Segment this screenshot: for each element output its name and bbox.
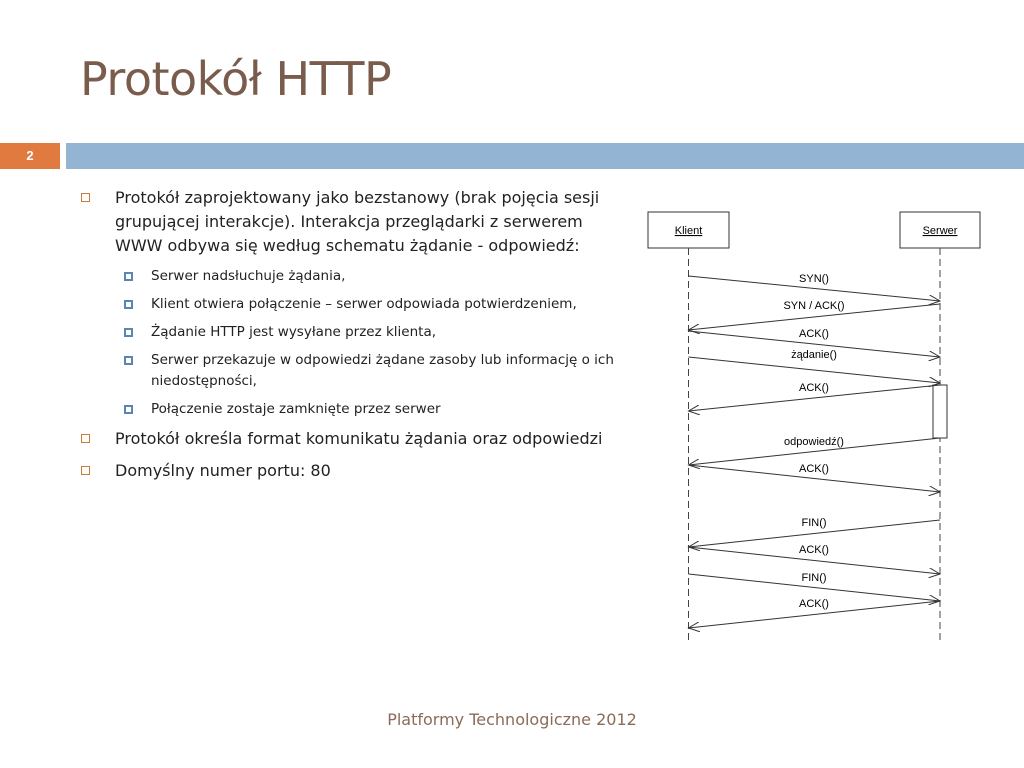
- bullet-text: Domyślny numer portu: 80: [115, 461, 331, 480]
- sub-bullet-text: Klient otwiera połączenie – serwer odpowiada potwierdzeniem,: [151, 296, 577, 312]
- participant-label-server: Serwer: [922, 225, 958, 237]
- message-label: ACK(): [799, 463, 829, 475]
- message-label: ACK(): [799, 382, 829, 394]
- sub-bullet-marker: [124, 300, 133, 309]
- bullet-item: [80, 186, 620, 258]
- sub-bullet-item: [80, 266, 620, 287]
- bullet-marker: [81, 466, 90, 475]
- message-label: ACK(): [799, 328, 829, 340]
- sub-bullet-text: Serwer nadsłuchuje żądania,: [151, 268, 346, 284]
- message-label: żądanie(): [791, 349, 837, 361]
- footer-text: Platformy Technologiczne 2012: [387, 710, 637, 729]
- sequence-diagram: [640, 200, 1000, 650]
- activation-box-server: [933, 385, 947, 438]
- bullet-item: [80, 459, 620, 483]
- sub-bullet-item: [80, 350, 620, 392]
- sub-bullet-item: [80, 399, 620, 420]
- bullet-list: [80, 186, 620, 491]
- message-label: ACK(): [799, 544, 829, 556]
- sub-bullet-text: Serwer przekazuje w odpowiedzi żądane zasoby lub informację o ich niedostępności,: [151, 352, 614, 389]
- bullet-text: Protokół zaprojektowany jako bezstanowy (brak pojęcia sesji grupującej interakcje). Interakcja przeglądarki z serwerem WWW odbywa się według schematu żądanie - odpowiedź:: [115, 188, 600, 255]
- sub-bullet-marker: [124, 356, 133, 365]
- message-label: FIN(): [801, 572, 827, 584]
- sub-bullet-item: [80, 322, 620, 343]
- participant-label-client: Klient: [674, 225, 703, 237]
- sub-bullet-marker: [124, 272, 133, 281]
- message-label: SYN(): [799, 273, 829, 285]
- slide-title: Protokół HTTP: [80, 52, 392, 106]
- sub-bullet-marker: [124, 328, 133, 337]
- bullet-marker: [81, 434, 90, 443]
- sub-bullet-item: [80, 294, 620, 315]
- bullet-item: [80, 427, 620, 451]
- header-bar: [66, 143, 1024, 169]
- message-label: FIN(): [801, 517, 827, 529]
- sub-bullet-text: Żądanie HTTP jest wysyłane przez klienta,: [151, 324, 437, 340]
- slide-number: 2: [26, 148, 34, 163]
- message-label: odpowiedź(): [784, 436, 844, 448]
- sub-bullet-marker: [124, 405, 133, 414]
- bullet-marker: [81, 193, 90, 202]
- message-label: ACK(): [799, 598, 829, 610]
- message-label: SYN / ACK(): [783, 300, 845, 312]
- bullet-text: Protokół określa format komunikatu żądania oraz odpowiedzi: [115, 429, 603, 448]
- sub-bullet-text: Połączenie zostaje zamknięte przez serwer: [151, 401, 441, 417]
- message-list: [689, 273, 941, 628]
